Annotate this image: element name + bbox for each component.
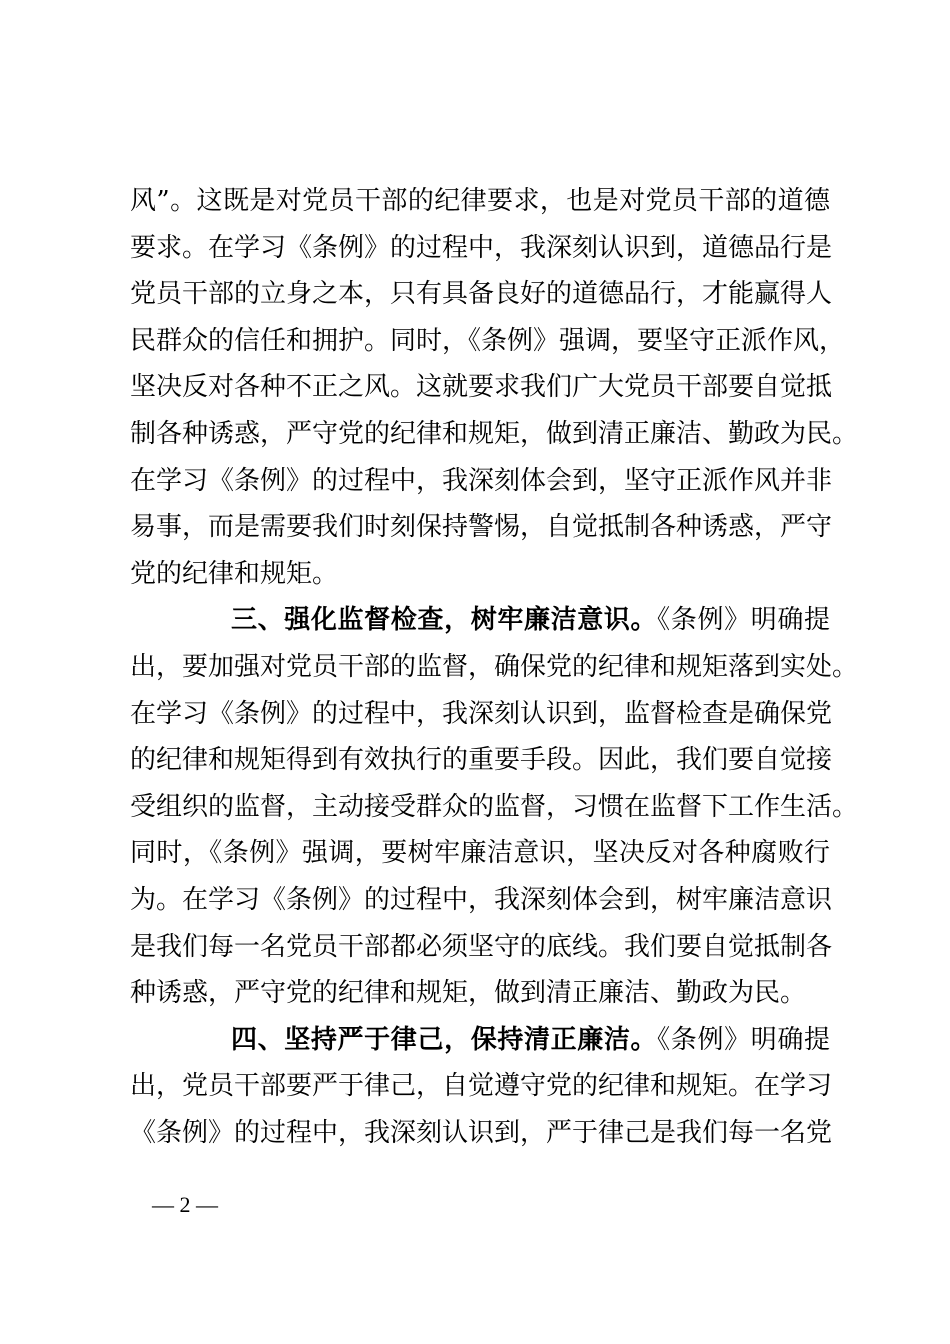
body-line [130,458,833,505]
body-line [130,877,833,924]
body-text: 坚决反对各种不正之风。这就要求我们广大党员干部要自觉抵 [130,372,833,403]
body-text: 制各种诱惑，严守党的纪律和规矩，做到清正廉洁、勤政为民。 [130,418,859,449]
body-text: 的纪律和规矩得到有效执行的重要手段。因此，我们要自觉接 [130,745,833,776]
body-text: 《条例》的过程中，我深刻认识到，严于律己是我们每一名党 [130,1117,833,1148]
body-text: 出，党员干部要严于律己，自觉遵守党的纪律和规矩。在学习 [130,1071,833,1102]
body-text: 《条例》明确提 [657,1024,830,1055]
section-heading-line [130,1017,830,1064]
body-line [130,551,830,598]
section-heading: 三、强化监督检查，树牢廉洁意识。 [231,605,658,636]
body-line [130,225,833,272]
body-line [130,644,859,691]
body-text: 风”。这既是对党员干部的纪律要求，也是对党员干部的道德 [130,186,830,216]
body-text: 在学习《条例》的过程中，我深刻体会到，坚守正派作风并非 [130,465,833,496]
body-text: 出，要加强对党员干部的监督，确保党的纪律和规矩落到实处。 [130,651,859,682]
section-heading: 四、坚持严于律己，保持清正廉洁。 [231,1024,658,1055]
body-line [130,504,833,551]
body-text: 要求。在学习《条例》的过程中，我深刻认识到，道德品行是 [130,232,833,263]
body-text: 同时，《条例》强调，要树牢廉洁意识，坚决反对各种腐败行 [130,838,830,869]
body-line [130,737,833,784]
body-text: 易事，而是需要我们时刻保持警惕，自觉抵制各种诱惑，严守 [130,512,833,543]
body-text: 为。在学习《条例》的过程中，我深刻体会到，树牢廉洁意识 [130,884,833,915]
body-line [130,784,859,831]
body-line [130,970,830,1017]
body-line [130,830,830,877]
body-text: 是我们每一名党员干部都必须坚守的底线。我们要自觉抵制各 [130,931,833,962]
body-text: 党的纪律和规矩。 [130,558,339,589]
body-line [130,1110,833,1157]
body-line [130,318,846,365]
body-line [130,691,833,738]
body-text: 在学习《条例》的过程中，我深刻认识到，监督检查是确保党 [130,698,833,729]
body-line [130,271,833,318]
body-text: 受组织的监督，主动接受群众的监督，习惯在监督下工作生活。 [130,791,859,822]
body-line [130,178,830,225]
body-line [130,411,859,458]
body-line [130,1063,833,1110]
body-text: 种诱惑，严守党的纪律和规矩，做到清正廉洁、勤政为民。 [130,978,807,1009]
section-heading-line [130,597,830,644]
body-line [130,364,833,411]
body-text: 民群众的信任和拥护。同时，《条例》强调，要坚守正派作风， [130,325,846,356]
body-line [130,924,833,971]
document-body [130,178,859,1156]
page-number: — 2 — [152,1192,218,1217]
body-text: 党员干部的立身之本，只有具备良好的道德品行，才能赢得人 [130,279,833,310]
body-text: 《条例》明确提 [657,605,830,636]
